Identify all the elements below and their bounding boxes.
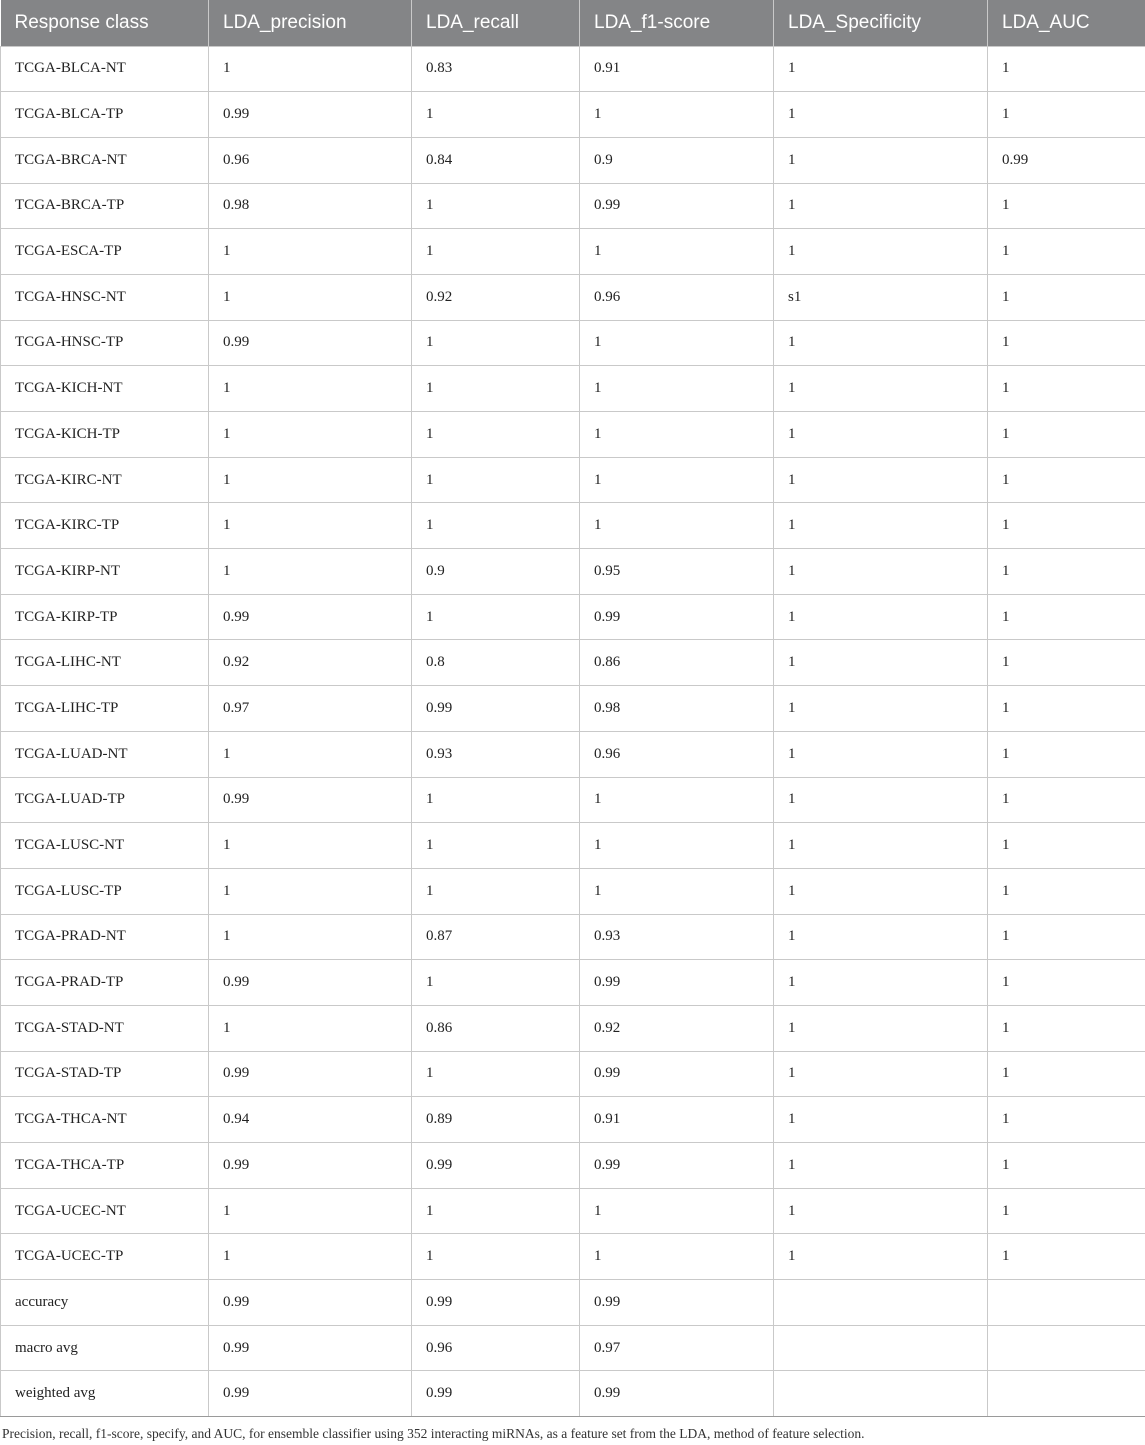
cell-response-class: TCGA-KIRP-NT (1, 549, 209, 595)
cell-precision: 1 (209, 412, 412, 458)
cell-response-class: TCGA-UCEC-TP (1, 1234, 209, 1280)
cell-response-class: TCGA-KICH-TP (1, 412, 209, 458)
cell-recall: 1 (412, 594, 580, 640)
table-row (1, 46, 1145, 92)
cell-f1-score: 1 (580, 366, 774, 412)
cell-recall: 1 (412, 823, 580, 869)
cell-recall: 0.87 (412, 914, 580, 960)
cell-f1-score: 0.91 (580, 1097, 774, 1143)
cell-recall: 1 (412, 229, 580, 275)
cell-specificity: s1 (774, 274, 988, 320)
cell-response-class: TCGA-LUSC-TP (1, 868, 209, 914)
cell-response-class: TCGA-KIRP-TP (1, 594, 209, 640)
cell-auc: 1 (988, 549, 1145, 595)
cell-auc: 1 (988, 640, 1145, 686)
table-caption: Precision, recall, f1-score, specify, and AUC, for ensemble classifier using 352 interacting miRNAs, as a feature set from the LDA, method of feature selection. (2, 1426, 865, 1441)
table-row (1, 137, 1145, 183)
cell-specificity: 1 (774, 1097, 988, 1143)
cell-precision: 0.99 (209, 320, 412, 366)
cell-auc: 1 (988, 868, 1145, 914)
cell-auc: 1 (988, 503, 1145, 549)
table-row (1, 1143, 1145, 1189)
cell-auc: 1 (988, 46, 1145, 92)
cell-response-class: TCGA-LIHC-NT (1, 640, 209, 686)
table-row (1, 92, 1145, 138)
header-lda-auc: LDA_AUC (988, 0, 1145, 46)
header-lda-specificity: LDA_Specificity (774, 0, 988, 46)
cell-auc (988, 1325, 1145, 1371)
cell-f1-score: 1 (580, 412, 774, 458)
cell-response-class: TCGA-THCA-TP (1, 1143, 209, 1189)
cell-precision: 0.98 (209, 183, 412, 229)
cell-response-class: TCGA-PRAD-TP (1, 960, 209, 1006)
table-row (1, 412, 1145, 458)
table-row (1, 320, 1145, 366)
cell-recall: 0.99 (412, 686, 580, 732)
cell-response-class: accuracy (1, 1280, 209, 1326)
cell-specificity: 1 (774, 92, 988, 138)
cell-f1-score: 1 (580, 503, 774, 549)
cell-precision: 1 (209, 731, 412, 777)
cell-response-class: TCGA-BRCA-TP (1, 183, 209, 229)
cell-auc: 1 (988, 1097, 1145, 1143)
cell-response-class: TCGA-PRAD-NT (1, 914, 209, 960)
table-row (1, 868, 1145, 914)
cell-f1-score: 0.9 (580, 137, 774, 183)
cell-response-class: TCGA-KICH-NT (1, 366, 209, 412)
cell-f1-score: 0.92 (580, 1005, 774, 1051)
cell-response-class: TCGA-BLCA-NT (1, 46, 209, 92)
table-row (1, 1097, 1145, 1143)
table-row (1, 1051, 1145, 1097)
cell-recall: 1 (412, 412, 580, 458)
cell-auc: 0.99 (988, 137, 1145, 183)
cell-response-class: TCGA-BLCA-TP (1, 92, 209, 138)
cell-f1-score: 0.96 (580, 274, 774, 320)
cell-specificity: 1 (774, 1143, 988, 1189)
table-row (1, 1325, 1145, 1371)
table-row (1, 686, 1145, 732)
cell-recall: 0.96 (412, 1325, 580, 1371)
cell-auc: 1 (988, 457, 1145, 503)
cell-auc: 1 (988, 1051, 1145, 1097)
cell-specificity: 1 (774, 366, 988, 412)
cell-auc: 1 (988, 229, 1145, 275)
table-row (1, 457, 1145, 503)
cell-auc: 1 (988, 92, 1145, 138)
cell-recall: 1 (412, 503, 580, 549)
cell-specificity: 1 (774, 137, 988, 183)
cell-response-class: TCGA-ESCA-TP (1, 229, 209, 275)
cell-auc (988, 1371, 1145, 1417)
cell-recall: 1 (412, 1188, 580, 1234)
cell-auc: 1 (988, 412, 1145, 458)
table-row (1, 823, 1145, 869)
table-row (1, 777, 1145, 823)
header-lda-recall: LDA_recall (412, 0, 580, 46)
cell-recall: 0.99 (412, 1280, 580, 1326)
cell-precision: 0.92 (209, 640, 412, 686)
cell-f1-score: 0.99 (580, 594, 774, 640)
cell-f1-score: 1 (580, 1234, 774, 1280)
table-row (1, 1005, 1145, 1051)
cell-precision: 1 (209, 229, 412, 275)
cell-precision: 0.99 (209, 1371, 412, 1417)
cell-response-class: TCGA-HNSC-TP (1, 320, 209, 366)
cell-recall: 0.99 (412, 1371, 580, 1417)
header-lda-f1-score: LDA_f1-score (580, 0, 774, 46)
cell-auc (988, 1280, 1145, 1326)
cell-specificity: 1 (774, 686, 988, 732)
cell-specificity (774, 1280, 988, 1326)
cell-recall: 1 (412, 777, 580, 823)
cell-specificity: 1 (774, 823, 988, 869)
cell-response-class: macro avg (1, 1325, 209, 1371)
cell-specificity: 1 (774, 594, 988, 640)
cell-precision: 0.99 (209, 1280, 412, 1326)
table-row (1, 274, 1145, 320)
cell-precision: 1 (209, 823, 412, 869)
cell-precision: 1 (209, 503, 412, 549)
cell-auc: 1 (988, 960, 1145, 1006)
cell-specificity: 1 (774, 412, 988, 458)
cell-response-class: weighted avg (1, 1371, 209, 1417)
cell-specificity: 1 (774, 777, 988, 823)
cell-specificity: 1 (774, 46, 988, 92)
cell-precision: 1 (209, 1234, 412, 1280)
cell-precision: 0.99 (209, 594, 412, 640)
cell-precision: 1 (209, 274, 412, 320)
cell-recall: 1 (412, 868, 580, 914)
cell-recall: 0.99 (412, 1143, 580, 1189)
cell-f1-score: 0.97 (580, 1325, 774, 1371)
cell-precision: 0.99 (209, 1325, 412, 1371)
cell-auc: 1 (988, 366, 1145, 412)
cell-auc: 1 (988, 320, 1145, 366)
table-row (1, 1371, 1145, 1417)
cell-specificity: 1 (774, 960, 988, 1006)
cell-precision: 0.99 (209, 1051, 412, 1097)
cell-precision: 0.96 (209, 137, 412, 183)
cell-auc: 1 (988, 274, 1145, 320)
cell-auc: 1 (988, 594, 1145, 640)
cell-specificity: 1 (774, 229, 988, 275)
cell-specificity: 1 (774, 640, 988, 686)
cell-precision: 0.99 (209, 92, 412, 138)
table-row (1, 731, 1145, 777)
table-row (1, 183, 1145, 229)
cell-auc: 1 (988, 777, 1145, 823)
cell-f1-score: 1 (580, 823, 774, 869)
cell-f1-score: 1 (580, 320, 774, 366)
cell-specificity: 1 (774, 183, 988, 229)
cell-precision: 1 (209, 868, 412, 914)
cell-recall: 1 (412, 960, 580, 1006)
header-row (1, 0, 1145, 46)
cell-f1-score: 0.99 (580, 1051, 774, 1097)
cell-response-class: TCGA-KIRC-TP (1, 503, 209, 549)
cell-auc: 1 (988, 1234, 1145, 1280)
cell-auc: 1 (988, 823, 1145, 869)
cell-precision: 0.94 (209, 1097, 412, 1143)
table-row (1, 594, 1145, 640)
cell-precision: 0.99 (209, 960, 412, 1006)
cell-recall: 0.84 (412, 137, 580, 183)
cell-recall: 1 (412, 1234, 580, 1280)
cell-f1-score: 0.99 (580, 1143, 774, 1189)
cell-recall: 1 (412, 92, 580, 138)
cell-recall: 0.83 (412, 46, 580, 92)
cell-auc: 1 (988, 731, 1145, 777)
cell-response-class: TCGA-STAD-TP (1, 1051, 209, 1097)
cell-specificity: 1 (774, 503, 988, 549)
cell-specificity: 1 (774, 457, 988, 503)
cell-precision: 1 (209, 549, 412, 595)
cell-response-class: TCGA-UCEC-NT (1, 1188, 209, 1234)
table-row (1, 640, 1145, 686)
cell-response-class: TCGA-BRCA-NT (1, 137, 209, 183)
cell-response-class: TCGA-STAD-NT (1, 1005, 209, 1051)
cell-f1-score: 1 (580, 457, 774, 503)
cell-recall: 1 (412, 1051, 580, 1097)
table-body (1, 46, 1145, 1417)
cell-auc: 1 (988, 183, 1145, 229)
cell-f1-score: 0.91 (580, 46, 774, 92)
cell-specificity: 1 (774, 1005, 988, 1051)
cell-specificity: 1 (774, 1188, 988, 1234)
cell-f1-score: 0.99 (580, 1280, 774, 1326)
cell-recall: 0.93 (412, 731, 580, 777)
table-row (1, 914, 1145, 960)
cell-recall: 0.8 (412, 640, 580, 686)
cell-specificity: 1 (774, 1051, 988, 1097)
table-row (1, 1280, 1145, 1326)
cell-recall: 0.86 (412, 1005, 580, 1051)
table-row (1, 549, 1145, 595)
cell-f1-score: 1 (580, 1188, 774, 1234)
cell-f1-score: 0.93 (580, 914, 774, 960)
cell-specificity: 1 (774, 914, 988, 960)
cell-recall: 0.9 (412, 549, 580, 595)
cell-f1-score: 0.96 (580, 731, 774, 777)
cell-auc: 1 (988, 686, 1145, 732)
cell-precision: 0.97 (209, 686, 412, 732)
cell-auc: 1 (988, 1005, 1145, 1051)
cell-response-class: TCGA-LIHC-TP (1, 686, 209, 732)
cell-precision: 1 (209, 46, 412, 92)
table-row (1, 503, 1145, 549)
cell-specificity (774, 1325, 988, 1371)
cell-f1-score: 1 (580, 92, 774, 138)
cell-specificity: 1 (774, 1234, 988, 1280)
cell-response-class: TCGA-LUSC-NT (1, 823, 209, 869)
cell-precision: 1 (209, 1188, 412, 1234)
header-lda-precision: LDA_precision (209, 0, 412, 46)
header-response-class: Response class (1, 0, 209, 46)
table-row (1, 366, 1145, 412)
cell-specificity (774, 1371, 988, 1417)
cell-recall: 1 (412, 183, 580, 229)
cell-response-class: TCGA-HNSC-NT (1, 274, 209, 320)
table-row (1, 229, 1145, 275)
table-row (1, 1234, 1145, 1280)
cell-f1-score: 1 (580, 868, 774, 914)
cell-precision: 0.99 (209, 777, 412, 823)
cell-f1-score: 0.98 (580, 686, 774, 732)
cell-precision: 1 (209, 914, 412, 960)
cell-auc: 1 (988, 1143, 1145, 1189)
table-row (1, 1188, 1145, 1234)
cell-recall: 1 (412, 366, 580, 412)
cell-auc: 1 (988, 1188, 1145, 1234)
cell-response-class: TCGA-LUAD-TP (1, 777, 209, 823)
cell-f1-score: 1 (580, 229, 774, 275)
cell-response-class: TCGA-KIRC-NT (1, 457, 209, 503)
cell-recall: 0.89 (412, 1097, 580, 1143)
table-header (1, 0, 1145, 46)
cell-response-class: TCGA-LUAD-NT (1, 731, 209, 777)
cell-precision: 1 (209, 366, 412, 412)
cell-f1-score: 0.99 (580, 960, 774, 1006)
cell-specificity: 1 (774, 731, 988, 777)
cell-f1-score: 0.99 (580, 183, 774, 229)
cell-f1-score: 1 (580, 777, 774, 823)
cell-specificity: 1 (774, 320, 988, 366)
cell-recall: 0.92 (412, 274, 580, 320)
cell-f1-score: 0.95 (580, 549, 774, 595)
cell-specificity: 1 (774, 549, 988, 595)
cell-f1-score: 0.99 (580, 1371, 774, 1417)
cell-precision: 1 (209, 1005, 412, 1051)
cell-precision: 1 (209, 457, 412, 503)
cell-precision: 0.99 (209, 1143, 412, 1189)
cell-response-class: TCGA-THCA-NT (1, 1097, 209, 1143)
cell-specificity: 1 (774, 868, 988, 914)
table-row (1, 960, 1145, 1006)
cell-f1-score: 0.86 (580, 640, 774, 686)
cell-recall: 1 (412, 320, 580, 366)
cell-auc: 1 (988, 914, 1145, 960)
cell-recall: 1 (412, 457, 580, 503)
